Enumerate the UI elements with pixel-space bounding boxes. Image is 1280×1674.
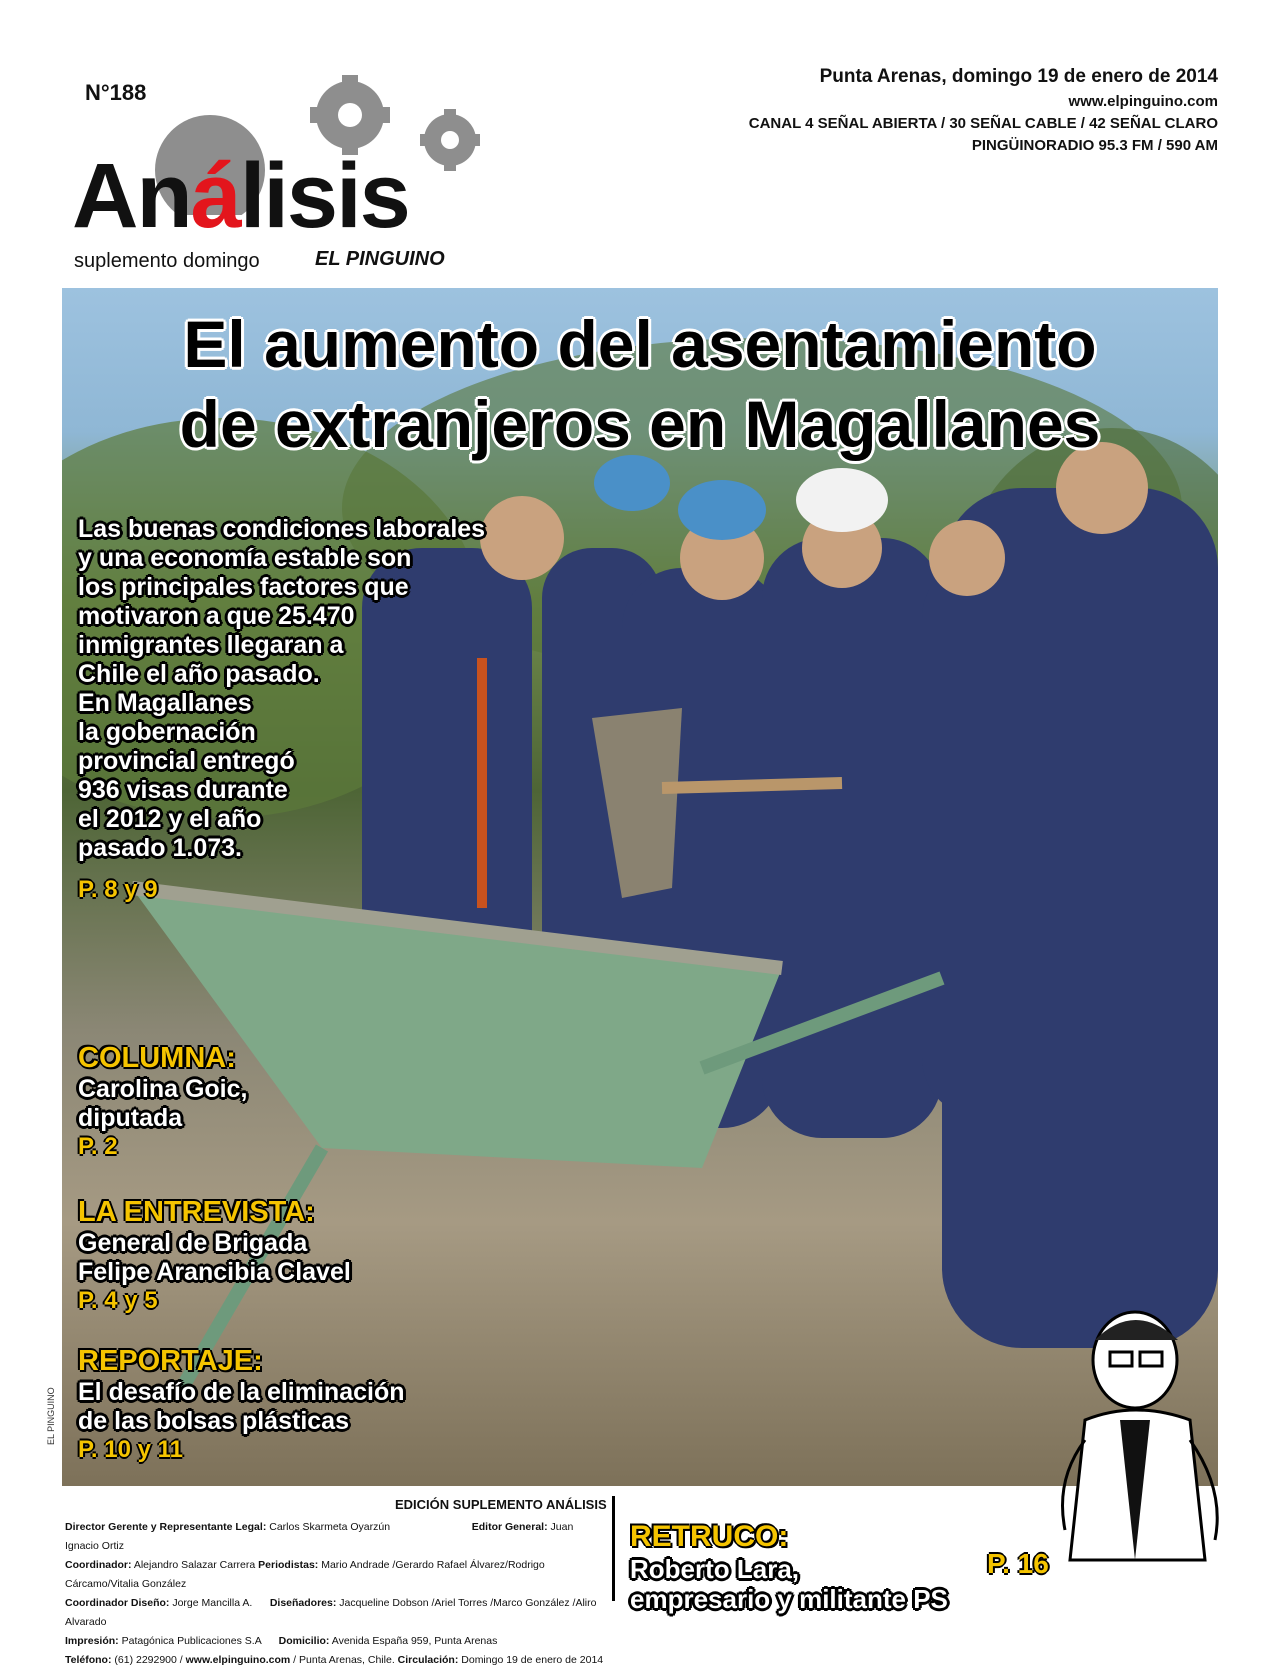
retruco-line: empresario y militante PS <box>630 1584 948 1614</box>
credit-label: Impresión: <box>65 1635 119 1647</box>
lead-paragraph <box>78 515 498 904</box>
lead-line: pasado 1.073. <box>78 834 242 862</box>
credits-row <box>65 1651 610 1670</box>
section-page-ref[interactable]: P. 2 <box>78 1133 118 1160</box>
lead-line: motivaron a que 25.470 <box>78 602 355 630</box>
radio-info: PINGÜINORADIO 95.3 FM / 590 AM <box>971 137 1218 154</box>
credit-value: Alejandro Salazar Carrera <box>133 1559 256 1571</box>
staff-credits <box>65 1518 610 1670</box>
retruco-teaser[interactable] <box>630 1520 948 1614</box>
lead-line: provincial entregó <box>78 747 295 775</box>
logo-text-pre: An <box>72 145 191 247</box>
headline-line-2: de extranjeros en Magallanes <box>179 387 1101 461</box>
dateline: Punta Arenas, domingo 19 de enero de 2014 <box>819 66 1218 87</box>
section-page-ref[interactable]: P. 10 y 11 <box>78 1436 183 1463</box>
issue-number: N°188 <box>85 80 147 105</box>
headline-line-1: El aumento del asentamiento <box>183 307 1097 381</box>
footer-divider <box>612 1496 615 1601</box>
analisis-logo <box>72 145 409 247</box>
credit-value: Avenida España 959, Punta Arenas <box>331 1635 498 1647</box>
section-heading: COLUMNA: <box>78 1042 236 1074</box>
lead-line: la gobernación <box>78 718 256 746</box>
credit-label: Teléfono: <box>65 1654 112 1666</box>
website-link[interactable]: www.elpinguino.com <box>1068 93 1218 110</box>
credit-label: Periodistas: <box>258 1559 319 1571</box>
credit-value: Domingo 19 de enero de 2014 <box>461 1654 604 1666</box>
logo-brand: EL PINGUINO <box>315 248 445 270</box>
credit-value: (61) 2292900 / <box>114 1654 183 1666</box>
cover-headline <box>62 304 1218 464</box>
retruco-page-ref[interactable]: P. 16 <box>987 1548 1049 1579</box>
section-line: de las bolsas plásticas <box>78 1407 349 1435</box>
credit-value: Juan Ignacio Ortiz <box>65 1521 574 1552</box>
section-line: diputada <box>78 1104 183 1132</box>
lead-line: el 2012 y el año <box>78 805 262 833</box>
section-columna[interactable] <box>78 1042 247 1161</box>
lead-line: inmigrantes llegaran a <box>78 631 344 659</box>
section-heading: REPORTAJE: <box>78 1345 263 1377</box>
photo-credit: EL PINGUINO <box>46 1387 56 1445</box>
retruco-heading: RETRUCO: <box>630 1520 789 1553</box>
lead-line: En Magallanes <box>78 689 252 717</box>
credit-label: Coordinador Diseño: <box>65 1597 170 1609</box>
credit-website[interactable]: www.elpinguino.com <box>185 1654 291 1666</box>
section-heading: LA ENTREVISTA: <box>78 1196 315 1228</box>
section-line: Carolina Goic, <box>78 1075 248 1103</box>
lead-line: los principales factores que <box>78 573 409 601</box>
credit-label: Domicilio: <box>278 1635 330 1647</box>
section-reportaje[interactable] <box>78 1345 405 1464</box>
credit-value: Patagónica Publicaciones S.A <box>121 1635 262 1647</box>
logo-subtitle: suplemento domingo <box>74 250 260 272</box>
section-line: Felipe Arancibia Clavel <box>78 1258 351 1286</box>
channels-info: CANAL 4 SEÑAL ABIERTA / 30 SEÑAL CABLE / 42 SEÑAL CLARO <box>748 115 1218 132</box>
section-page-ref[interactable]: P. 4 y 5 <box>78 1287 158 1314</box>
logo-text-accent: á <box>190 145 240 247</box>
lead-line: Chile el año pasado. <box>78 660 320 688</box>
header-info <box>749 66 1218 154</box>
lead-line: y una economía estable son <box>78 544 412 572</box>
caricature-illustration <box>1040 1300 1240 1600</box>
lead-page-ref[interactable]: P. 8 y 9 <box>78 876 158 903</box>
credit-label: Circulación: <box>397 1654 459 1666</box>
credits-row <box>65 1594 610 1632</box>
retruco-line: Roberto Lara, <box>630 1554 800 1584</box>
logo-text-post: lisis <box>239 145 409 247</box>
section-line: El desafío de la eliminación <box>78 1378 405 1406</box>
lead-line: 936 visas durante <box>78 776 288 804</box>
credit-value: Jorge Mancilla A. <box>172 1597 253 1609</box>
credit-value: Jacqueline Dobson /Ariel Torres /Marco González /Aliro Alvarado <box>65 1597 597 1628</box>
credit-value: Carlos Skarmeta Oyarzún <box>269 1521 391 1533</box>
credit-label: Coordinador: <box>65 1559 132 1571</box>
credit-label: Director Gerente y Representante Legal: <box>65 1521 267 1533</box>
credit-label: Diseñadores: <box>269 1597 337 1609</box>
edition-title: EDICIÓN SUPLEMENTO ANÁLISIS <box>395 1497 607 1512</box>
credits-row <box>65 1632 610 1651</box>
section-entrevista[interactable] <box>78 1196 351 1315</box>
credit-label: Editor General: <box>471 1521 548 1533</box>
lead-line: Las buenas condiciones laborales <box>78 515 486 543</box>
section-line: General de Brigada <box>78 1229 308 1257</box>
credits-row <box>65 1556 610 1594</box>
credits-row <box>65 1518 610 1556</box>
credit-value: Mario Andrade /Gerardo Rafael Álvarez/Rodrigo Cárcamo/Vitalia González <box>65 1559 545 1590</box>
credit-value: / Punta Arenas, Chile. <box>293 1654 395 1666</box>
